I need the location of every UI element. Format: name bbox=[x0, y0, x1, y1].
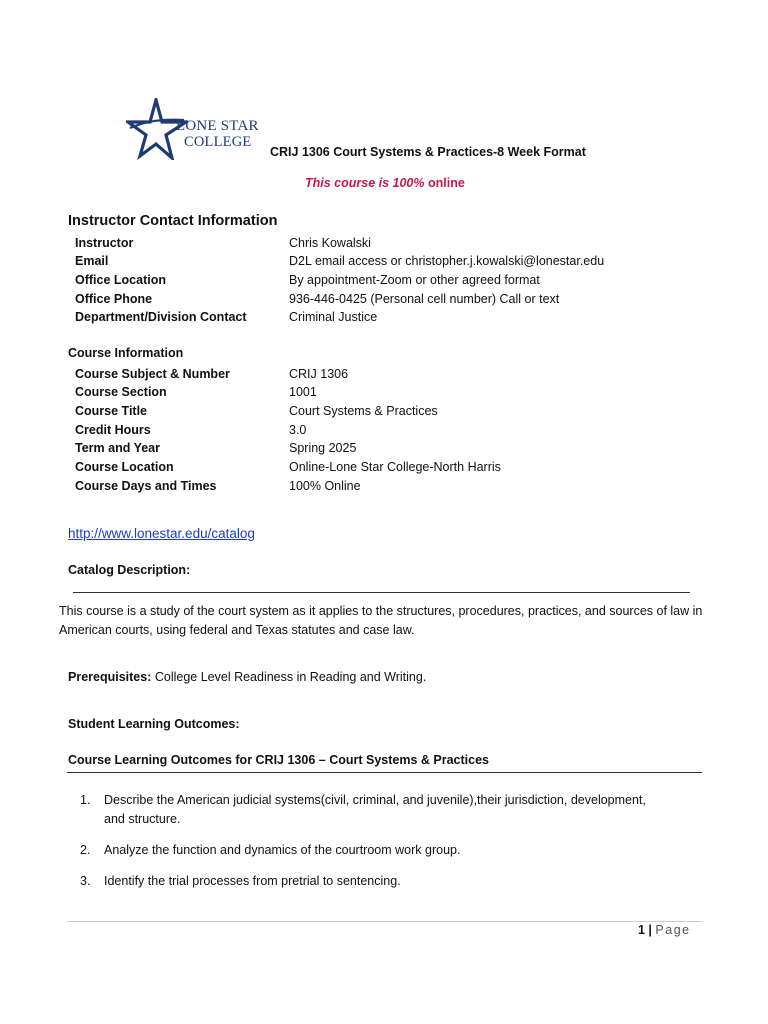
course-info-heading: Course Information bbox=[68, 346, 184, 360]
course-row bbox=[0, 423, 768, 441]
contact-row bbox=[0, 292, 768, 310]
logo-line-1: LONE STAR bbox=[176, 118, 259, 134]
course-label: Course Location bbox=[75, 460, 174, 474]
contact-row bbox=[0, 236, 768, 254]
list-text: Identify the trial processes from pretrial to sentencing. bbox=[104, 874, 401, 888]
course-value: 1001 bbox=[289, 385, 317, 399]
course-row bbox=[0, 460, 768, 478]
course-label: Course Section bbox=[75, 385, 167, 399]
contact-row bbox=[0, 254, 768, 272]
course-row bbox=[0, 479, 768, 497]
list-item bbox=[0, 841, 768, 861]
list-number: 1. bbox=[80, 793, 91, 807]
catalog-link[interactable]: http://www.lonestar.edu/catalog bbox=[68, 526, 255, 541]
catalog-description: This course is a study of the court system as it applies to the structures, procedures, practices, and sources of law in American courts, using federal and Texas statutes and case law. bbox=[59, 604, 703, 637]
contact-value: Criminal Justice bbox=[289, 310, 378, 324]
contact-row bbox=[0, 310, 768, 328]
course-label: Course Subject & Number bbox=[75, 367, 230, 381]
contact-value: By appointment-Zoom or other agreed format bbox=[289, 273, 540, 287]
contact-label: Instructor bbox=[75, 236, 134, 250]
online-note bbox=[305, 176, 465, 190]
list-item bbox=[0, 791, 768, 831]
clo-heading: Course Learning Outcomes for CRIJ 1306 – Court Systems & Practices bbox=[68, 753, 489, 767]
course-row bbox=[0, 404, 768, 422]
contact-value: Chris Kowalski bbox=[289, 236, 371, 250]
course-value: CRIJ 1306 bbox=[289, 367, 349, 381]
list-item bbox=[0, 872, 768, 892]
list-number: 2. bbox=[80, 843, 91, 857]
contact-heading: Instructor Contact Information bbox=[68, 213, 278, 229]
course-label: Credit Hours bbox=[75, 423, 151, 437]
course-row bbox=[0, 385, 768, 403]
catalog-heading: Catalog Description: bbox=[68, 563, 191, 577]
contact-value: D2L email access or christopher.j.kowalski@lonestar.edu bbox=[289, 254, 605, 268]
course-label: Course Title bbox=[75, 404, 148, 418]
slo-heading: Student Learning Outcomes: bbox=[68, 717, 240, 731]
contact-row bbox=[0, 273, 768, 291]
list-text: Describe the American judicial systems(civil, criminal, and juvenile),their jurisdiction, development, and structure. bbox=[104, 793, 646, 826]
contact-value: 936-446-0425 (Personal cell number) Call or text bbox=[289, 292, 560, 306]
course-value: Online-Lone Star College-North Harris bbox=[289, 460, 501, 474]
course-value: Court Systems & Practices bbox=[289, 404, 438, 418]
page-number: 1 bbox=[638, 923, 645, 937]
prerequisites bbox=[68, 670, 426, 684]
list-number: 3. bbox=[80, 874, 91, 888]
logo-line-2: COLLEGE bbox=[184, 134, 252, 150]
contact-label: Department/Division Contact bbox=[75, 310, 247, 324]
list-text: Analyze the function and dynamics of the courtroom work group. bbox=[104, 843, 461, 857]
course-row bbox=[0, 367, 768, 385]
page-separator: | bbox=[644, 923, 656, 937]
document-title: CRIJ 1306 Court Systems & Practices-8 Week Format bbox=[270, 145, 586, 159]
footer-divider bbox=[67, 921, 702, 922]
contact-label: Email bbox=[75, 254, 109, 268]
divider bbox=[73, 592, 690, 593]
online-note-prefix: This course is 100% bbox=[305, 176, 425, 190]
page-footer bbox=[638, 923, 691, 937]
page-label: Page bbox=[655, 923, 691, 937]
prerequisites-text: College Level Readiness in Reading and Writing. bbox=[151, 670, 427, 684]
course-value: 3.0 bbox=[289, 423, 307, 437]
contact-label: Office Phone bbox=[75, 292, 153, 306]
divider bbox=[67, 772, 702, 773]
online-note-suffix: online bbox=[424, 176, 465, 190]
contact-label: Office Location bbox=[75, 273, 166, 287]
course-label: Course Days and Times bbox=[75, 479, 217, 493]
college-logo bbox=[126, 98, 271, 160]
course-label: Term and Year bbox=[75, 441, 160, 455]
course-row bbox=[0, 441, 768, 459]
prerequisites-label: Prerequisites: bbox=[68, 670, 152, 684]
course-value: Spring 2025 bbox=[289, 441, 357, 455]
course-value: 100% Online bbox=[289, 479, 361, 493]
